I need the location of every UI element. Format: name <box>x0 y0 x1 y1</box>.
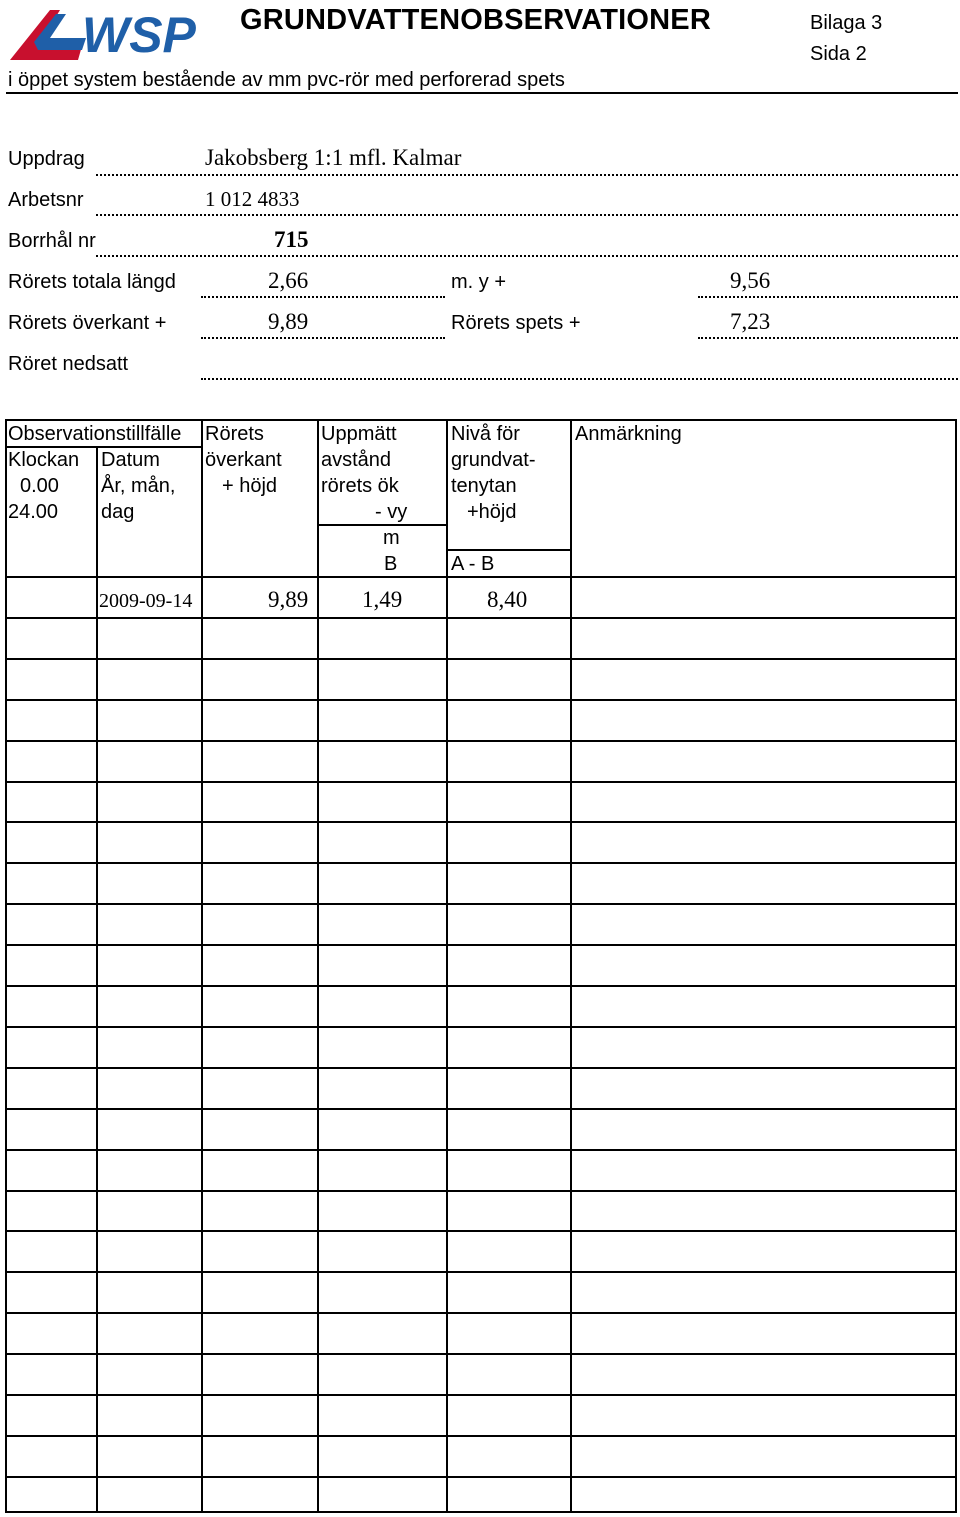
row-line <box>5 1394 957 1396</box>
arbetsnr-value: 1 012 4833 <box>205 187 300 211</box>
page-number: Sida 2 <box>810 43 867 65</box>
bilaga-label: Bilaga 3 <box>810 12 883 34</box>
header-klockan-from: 0.00 <box>20 475 59 497</box>
row-line <box>5 944 957 946</box>
my-line <box>698 296 958 298</box>
nedsatt-label: Röret nedsatt <box>8 353 129 375</box>
uppdrag-value: Jakobsberg 1:1 mfl. Kalmar <box>205 145 462 170</box>
overkant-value: 9,89 <box>268 309 309 334</box>
header-niva: Nivå för <box>451 423 520 445</box>
header-datum: Datum <box>101 449 160 471</box>
header-anmarkning: Anmärkning <box>575 423 682 445</box>
row-line <box>5 1190 957 1192</box>
header-grundvat: grundvat- <box>451 449 536 471</box>
header-plus-hojd: +höjd <box>467 501 517 523</box>
col-divider-datum-rorets <box>201 419 203 1513</box>
row-line <box>5 740 957 742</box>
subtitle: i öppet system bestående av mm pvc-rör med perforerad spets <box>8 69 565 91</box>
row-line <box>5 1149 957 1151</box>
row1-niva: 8,40 <box>487 587 528 612</box>
langd-line <box>201 296 445 298</box>
spets-value: 7,23 <box>730 309 771 334</box>
header-datum-format-2: dag <box>101 501 135 523</box>
arbetsnr-line <box>96 214 958 216</box>
row-line <box>5 1312 957 1314</box>
header-klockan: Klockan <box>8 449 80 471</box>
wsp-logo <box>8 6 224 62</box>
header-uppmatt: Uppmätt <box>321 423 397 445</box>
uppdrag-label: Uppdrag <box>8 148 85 170</box>
spets-line <box>698 337 958 339</box>
row-line <box>5 1476 957 1478</box>
logo-text: WSP <box>82 7 196 62</box>
row-line <box>5 1067 957 1069</box>
observation-table <box>5 419 957 1513</box>
row1-avstand: 1,49 <box>362 587 403 612</box>
document-title: GRUNDVATTENOBSERVATIONER <box>240 4 711 36</box>
my-value: 9,56 <box>730 268 771 293</box>
row-line <box>5 699 957 701</box>
row-line <box>5 781 957 783</box>
row-line <box>5 1026 957 1028</box>
my-label: m. y + <box>451 271 507 293</box>
row-line <box>5 1435 957 1437</box>
header-unit-m: m <box>383 527 400 549</box>
borrhal-label: Borrhål nr <box>8 230 96 252</box>
row-line <box>5 1271 957 1273</box>
row1-datum: 2009-09-14 <box>99 590 193 612</box>
row-line <box>5 617 957 619</box>
header-tenytan: tenytan <box>451 475 517 497</box>
col-divider-rorets-uppmatt <box>317 419 319 1513</box>
arbetsnr-label: Arbetsnr <box>8 189 84 211</box>
row-line <box>5 985 957 987</box>
spets-label: Rörets spets + <box>451 312 581 334</box>
header-b: B <box>384 553 398 575</box>
row-line <box>5 1230 957 1232</box>
header-rorets: Rörets <box>205 423 264 445</box>
borrhal-value: 715 <box>274 227 309 252</box>
header-vy: - vy <box>375 501 408 523</box>
header-avstand: avstånd <box>321 449 392 471</box>
col-divider-niva-anm <box>570 419 572 1513</box>
row-line <box>5 903 957 905</box>
langd-value: 2,66 <box>268 268 309 293</box>
overkant-label: Rörets överkant + <box>8 312 167 334</box>
row1-overkant: 9,89 <box>268 587 309 612</box>
header-rorets-ok: rörets ök <box>321 475 399 497</box>
row-line <box>5 1353 957 1355</box>
langd-label: Rörets totala längd <box>8 271 176 293</box>
header-rule <box>6 92 958 94</box>
header-klockan-to: 24.00 <box>8 501 59 523</box>
nedsatt-line <box>201 378 958 380</box>
header-overkant: överkant <box>205 449 282 471</box>
header-hojd: + höjd <box>222 475 278 497</box>
borrhal-line <box>96 255 958 257</box>
col-divider-uppmatt-niva <box>446 419 448 1513</box>
row-line <box>5 862 957 864</box>
row-line <box>5 1108 957 1110</box>
uppdrag-line <box>96 174 958 176</box>
overkant-line <box>201 337 445 339</box>
header-a-minus-b: A - B <box>451 553 495 575</box>
row-line <box>5 821 957 823</box>
header-observationstillfalle: Observationstillfälle <box>8 423 182 445</box>
row-line <box>5 658 957 660</box>
header-datum-format: År, mån, <box>101 475 176 497</box>
